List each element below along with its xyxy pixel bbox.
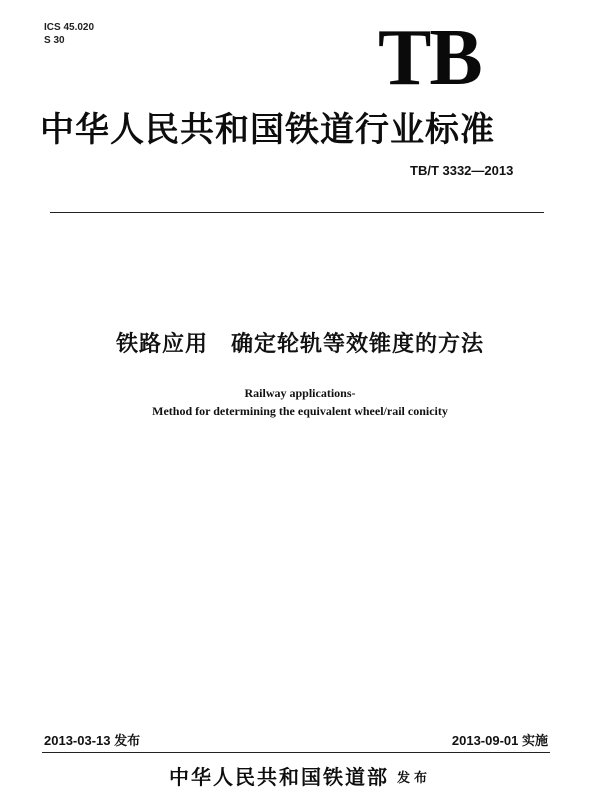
publisher-line	[0, 764, 600, 792]
industry-standard-title: 中华人民共和国铁道行业标准	[40, 110, 495, 150]
implementation-date: 2013-09-01 实施	[451, 733, 548, 748]
publisher-name: 中华人民共和国铁道部	[168, 765, 389, 789]
document-title-english-line2: Method for determining the equivalent wheel/rail conicity	[152, 404, 448, 418]
standard-logo: TB	[378, 14, 481, 102]
ccs-code: S 30	[44, 35, 65, 46]
issue-date: 2013-03-13 发布	[44, 733, 141, 748]
standard-number: TB/T 3332—2013	[410, 163, 514, 178]
publisher-suffix: 发布	[396, 771, 431, 786]
document-title-chinese: 铁路应用 确定轮轨等效锥度的方法	[115, 332, 484, 357]
footer-divider	[42, 752, 550, 753]
ics-code: ICS 45.020	[44, 22, 95, 33]
document-title-english-line1: Railway applications-	[244, 386, 356, 400]
header-divider	[50, 212, 544, 213]
